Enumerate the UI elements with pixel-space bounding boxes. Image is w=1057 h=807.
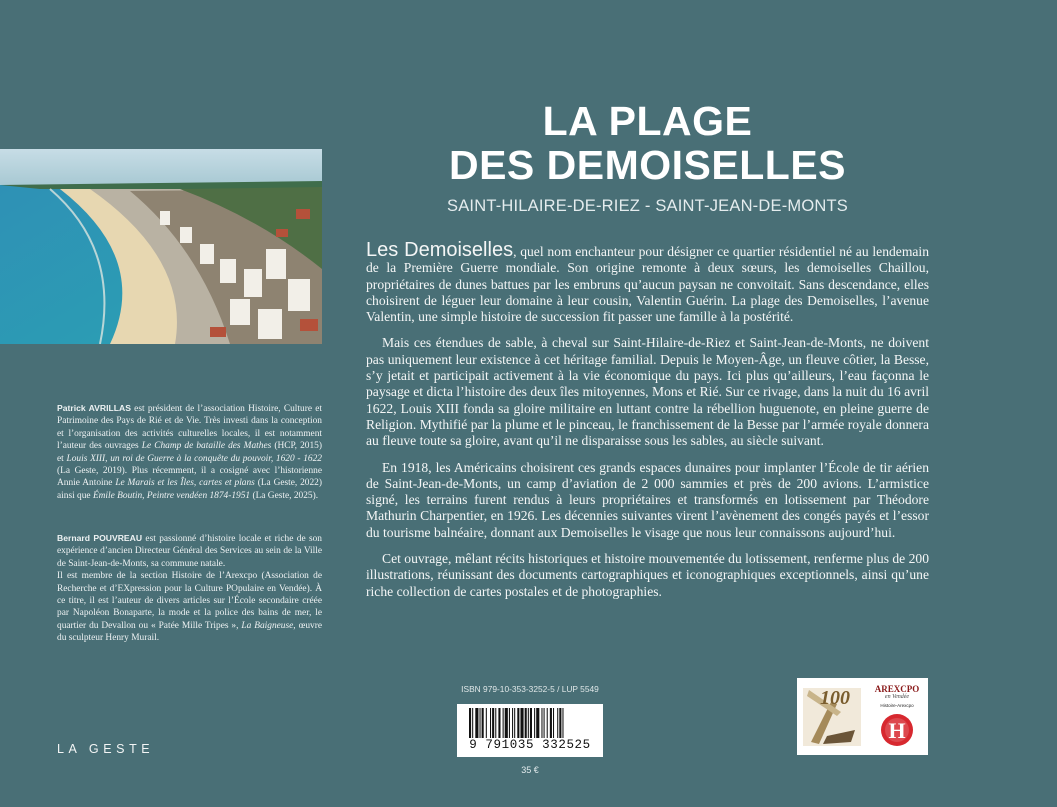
arexcpo-logo-caption: Histoire-Arexcpo: [880, 703, 914, 708]
barcode-bar: [544, 708, 545, 738]
author-name: Patrick AVRILLAS: [57, 403, 131, 413]
barcode-bar: [498, 708, 500, 738]
barcode-bar: [553, 708, 554, 738]
barcode-bar: [492, 708, 494, 738]
barcode-bar: [528, 708, 529, 738]
barcode-bar: [517, 708, 519, 738]
barcode-bars: [457, 704, 603, 740]
barcode-bar: [512, 708, 513, 738]
partner-logos: [797, 678, 928, 755]
barcode-bar: [503, 708, 504, 738]
barcode-bar: [534, 708, 535, 738]
book-subtitle: SAINT-HILAIRE-DE-RIEZ - SAINT-JEAN-DE-MONTS: [447, 197, 848, 215]
isbn-text: ISBN 979-10-353-3252-5 / LUP 5549: [461, 684, 599, 694]
back-cover-text: [366, 239, 930, 610]
bio-paragraph: Il est membre de la section Histoire de l’Arexcpo (Association de Recherche et d’EXpression pour la Culture POpulaire en Vendée). À ce titre, il est l’auteur de divers articles sur l’École secondaire créée par Napoléon Bonaparte, la mode et la police des bains de mer, le quartier du Devallon ou « Patée Mille Tripes », La Baigneuse, œuvre du sculpteur Henry Murail.: [57, 571, 322, 644]
barcode-bar: [525, 708, 527, 738]
arexcpo-logo-sub: en Vendée: [884, 694, 910, 700]
barcode-bar: [469, 708, 471, 738]
cover-photo: [0, 149, 322, 344]
barcode-bar: [514, 708, 515, 738]
lead-words: Les Demoiselles: [366, 239, 514, 261]
title-line: LA PLAGE: [542, 98, 753, 144]
book-title: [366, 99, 929, 187]
barcode-bar: [530, 708, 532, 738]
barcode-digits: 9 791035 332525: [469, 738, 591, 752]
author-name: Bernard POUVREAU: [57, 533, 143, 543]
barcode-bar: [490, 708, 491, 738]
barcode-bar: [472, 708, 473, 738]
author-bio-pouvreau: [57, 532, 322, 645]
publisher-name: LA GESTE: [57, 742, 155, 756]
arexcpo-logo-title: AREXCPO: [874, 684, 920, 694]
barcode-bar: [547, 708, 548, 738]
barcode: [457, 704, 603, 757]
h-logo-icon: [880, 711, 914, 754]
barcode-bar: [562, 708, 563, 738]
barcode-bar: [541, 708, 542, 738]
body-paragraph: Les Demoiselles, quel nom enchanteur pour désigner ce quartier résidentiel né au lendemain de la Première Guerre mondiale. Son origine remonte à deux sœurs, les demoiselles Chaillou, propriétaires de dunes battues par les embruns qu’aucun paysan ne convoitait. Sans descendance, elles choisirent de léguer leur domaine à leur cousin, Valentin Guérin. La plage des Demoiselles, l’avenue Valentin, une simple histoire de succession fit passer une famille à la postérité.: [366, 239, 929, 325]
barcode-bar: [509, 708, 510, 738]
barcode-bar: [505, 708, 508, 738]
barcode-bar: [520, 708, 523, 738]
title-line: DES DEMOISELLES: [448, 142, 847, 188]
barcode-bar: [495, 708, 496, 738]
badge-text: H: [888, 718, 906, 743]
barcode-bar: [536, 708, 539, 738]
barcode-bar: [482, 708, 484, 738]
body-paragraph: Mais ces étendues de sable, à cheval sur Saint-Hilaire-de-Riez et Saint-Jean-de-Monts, ne doivent pas uniquement leur existence à cet héritage familial. Depuis le Moyen-Âge, un fleuve côtier, la Besse, s’y jetait et participait activement à la vie économique du pays. Ici plus qu’ailleurs, l’eau façonna le paysage et dicta l’histoire des deux îles mitoyennes, Mons et Rié. Sur ce rivage, dans la nuit du 16 avril 1622, Louis XIII fonda sa gloire militaire en luttant contre la rébellion huguenote, en pleine guerre de Religion. Mythifié par la plume et le pinceau, le franchissement de la Besse par l’armée royale donnera au fleuve toute sa gloire, avant qu’il ne disparaisse sous les sables, au siècle suivant.: [366, 335, 929, 449]
bio-paragraph: Bernard POUVREAU est passionné d’histoire locale et riche de son expérience d’ancien Directeur Général des Services au sein de la Ville de Saint-Jean-de-Monts, sa commune natale.: [57, 533, 322, 569]
barcode-bar: [557, 708, 558, 738]
anniversary-logo: [801, 682, 865, 755]
author-bio-avrillas: Patrick AVRILLAS est président de l’association Histoire, Culture et Patrimoine des Pays de Rié et de Vie. Très investi dans la conception et l’organisation des activités culturelles locales, il est notamment l’auteur des ouvrages Le Champ de bataille des Mathes (HCP, 2015) et Louis XIII, un roi de Guerre à la conquête du pouvoir, 1620 - 1622 (La Geste, 2019). Plus récemment, il a cosigné avec l’historienne Annie Antoine Le Marais et les Îles, cartes et plans (La Geste, 2022) ainsi que Émile Boutin, Peintre vendéen 1874-1951 (La Geste, 2025).: [57, 403, 322, 501]
price: 35 €: [521, 765, 539, 775]
barcode-bar: [486, 708, 487, 738]
barcode-bar: [550, 708, 552, 738]
barcode-bar: [475, 708, 478, 738]
badge-text: 100: [820, 687, 850, 709]
barcode-bar: [559, 708, 561, 738]
body-paragraph: En 1918, les Américains choisirent ces grands espaces dunaires pour implanter l’École de tir aérien de Saint-Jean-de-Monts, un camp d’aviation de 2 000 sammies et près de 200 avions. L’armistice signé, les terrains furent rendus à leurs propriétaires et transformés en lotissement par Théodore Mathurin Charpentier, en 1926. Les décennies suivantes virent l’avènement des congés payés et l’essor du tourisme balnéaire, donnant aux Demoiselles le visage que nous leur connaissons aujourd’hui.: [366, 459, 929, 540]
barcode-bar: [480, 708, 481, 738]
body-paragraph: Cet ouvrage, mêlant récits historiques et histoire mouvementée du lotissement, renferme plus de 200 illustrations, réunissant des documents cartographiques et iconographiques exceptionnels, ainsi qu’une riche collection de cartes postales et de photographies.: [366, 551, 930, 599]
